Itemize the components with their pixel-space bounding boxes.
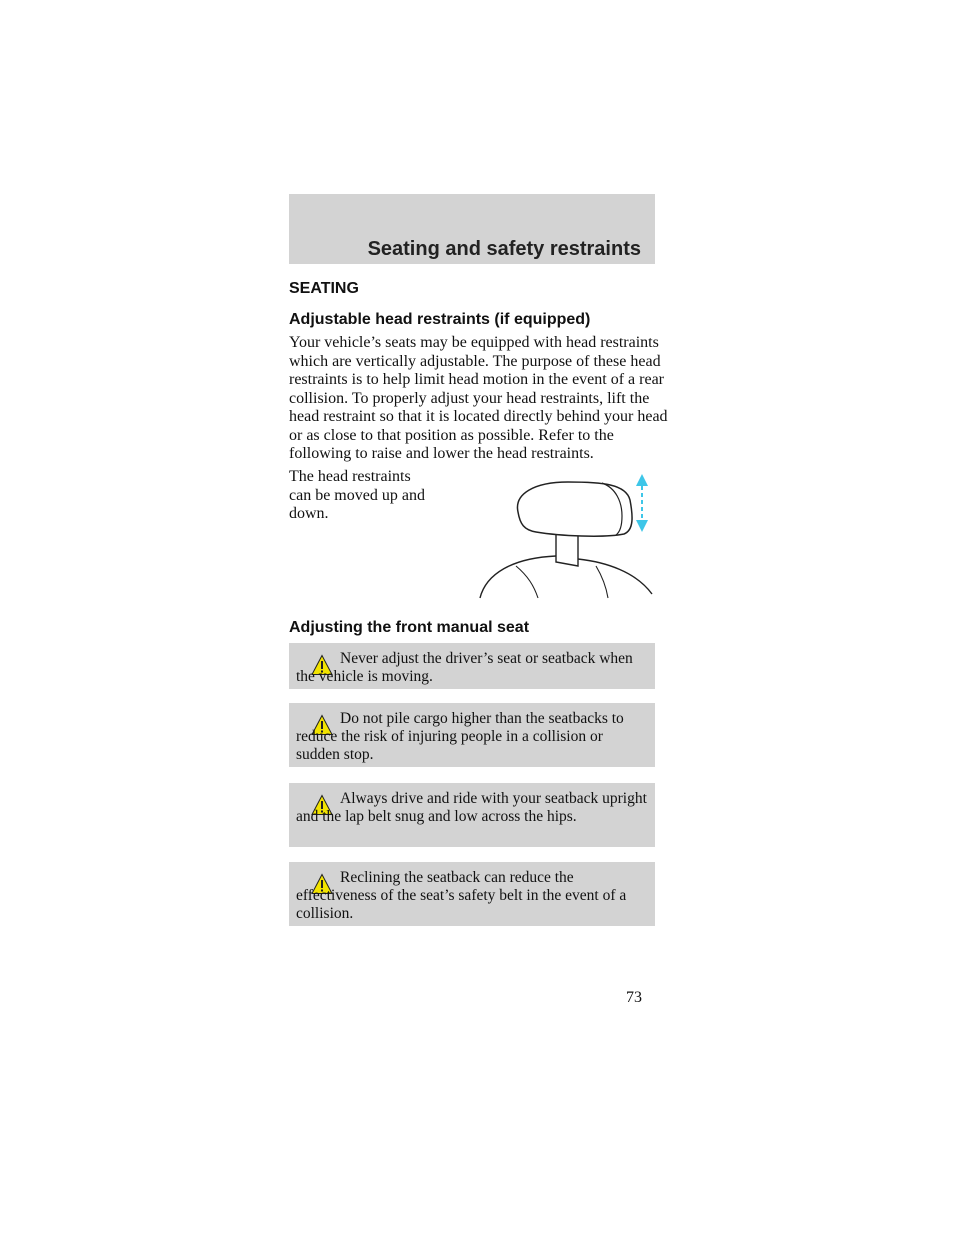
header-band xyxy=(289,194,655,264)
warning-box xyxy=(289,643,655,689)
head-restraints-heading: Adjustable head restraints (if equipped) xyxy=(289,311,591,328)
warning-box xyxy=(289,703,655,767)
page-number: 73 xyxy=(626,989,642,1006)
warning-text: Reclining the seatback can reduce the effectiveness of the seat’s safety belt in the event of a collision. xyxy=(296,869,627,922)
section-title: SEATING xyxy=(289,280,359,297)
warning-text: Never adjust the driver’s seat or seatback when the vehicle is moving. xyxy=(296,650,633,685)
head-restraint-illustration xyxy=(476,470,656,600)
warning-text: Always drive and ride with your seatback upright and the lap belt snug and low across the hips. xyxy=(296,790,647,825)
warning-text: Do not pile cargo higher than the seatbacks to reduce the risk of injuring people in a collision or sudden stop. xyxy=(296,710,624,763)
head-restraints-paragraph: Your vehicle’s seats may be equipped with head restraints which are vertically adjustable. The purpose of these head restraints is to help limit head motion in the event of a rear collision. To properly adjust your head restraints, lift the head restraint so that it is located directly behind your head or as close to that position as possible. Refer to the following to raise and lower the head restraints. xyxy=(289,334,668,462)
warning-box xyxy=(289,862,655,926)
front-manual-seat-heading: Adjusting the front manual seat xyxy=(289,619,530,636)
page-header-title: Seating and safety restraints xyxy=(367,238,641,260)
head-restraints-movement-note: The head restraints can be moved up and down. xyxy=(289,468,425,522)
warning-box xyxy=(289,783,655,847)
up-down-arrow-icon xyxy=(636,474,648,532)
